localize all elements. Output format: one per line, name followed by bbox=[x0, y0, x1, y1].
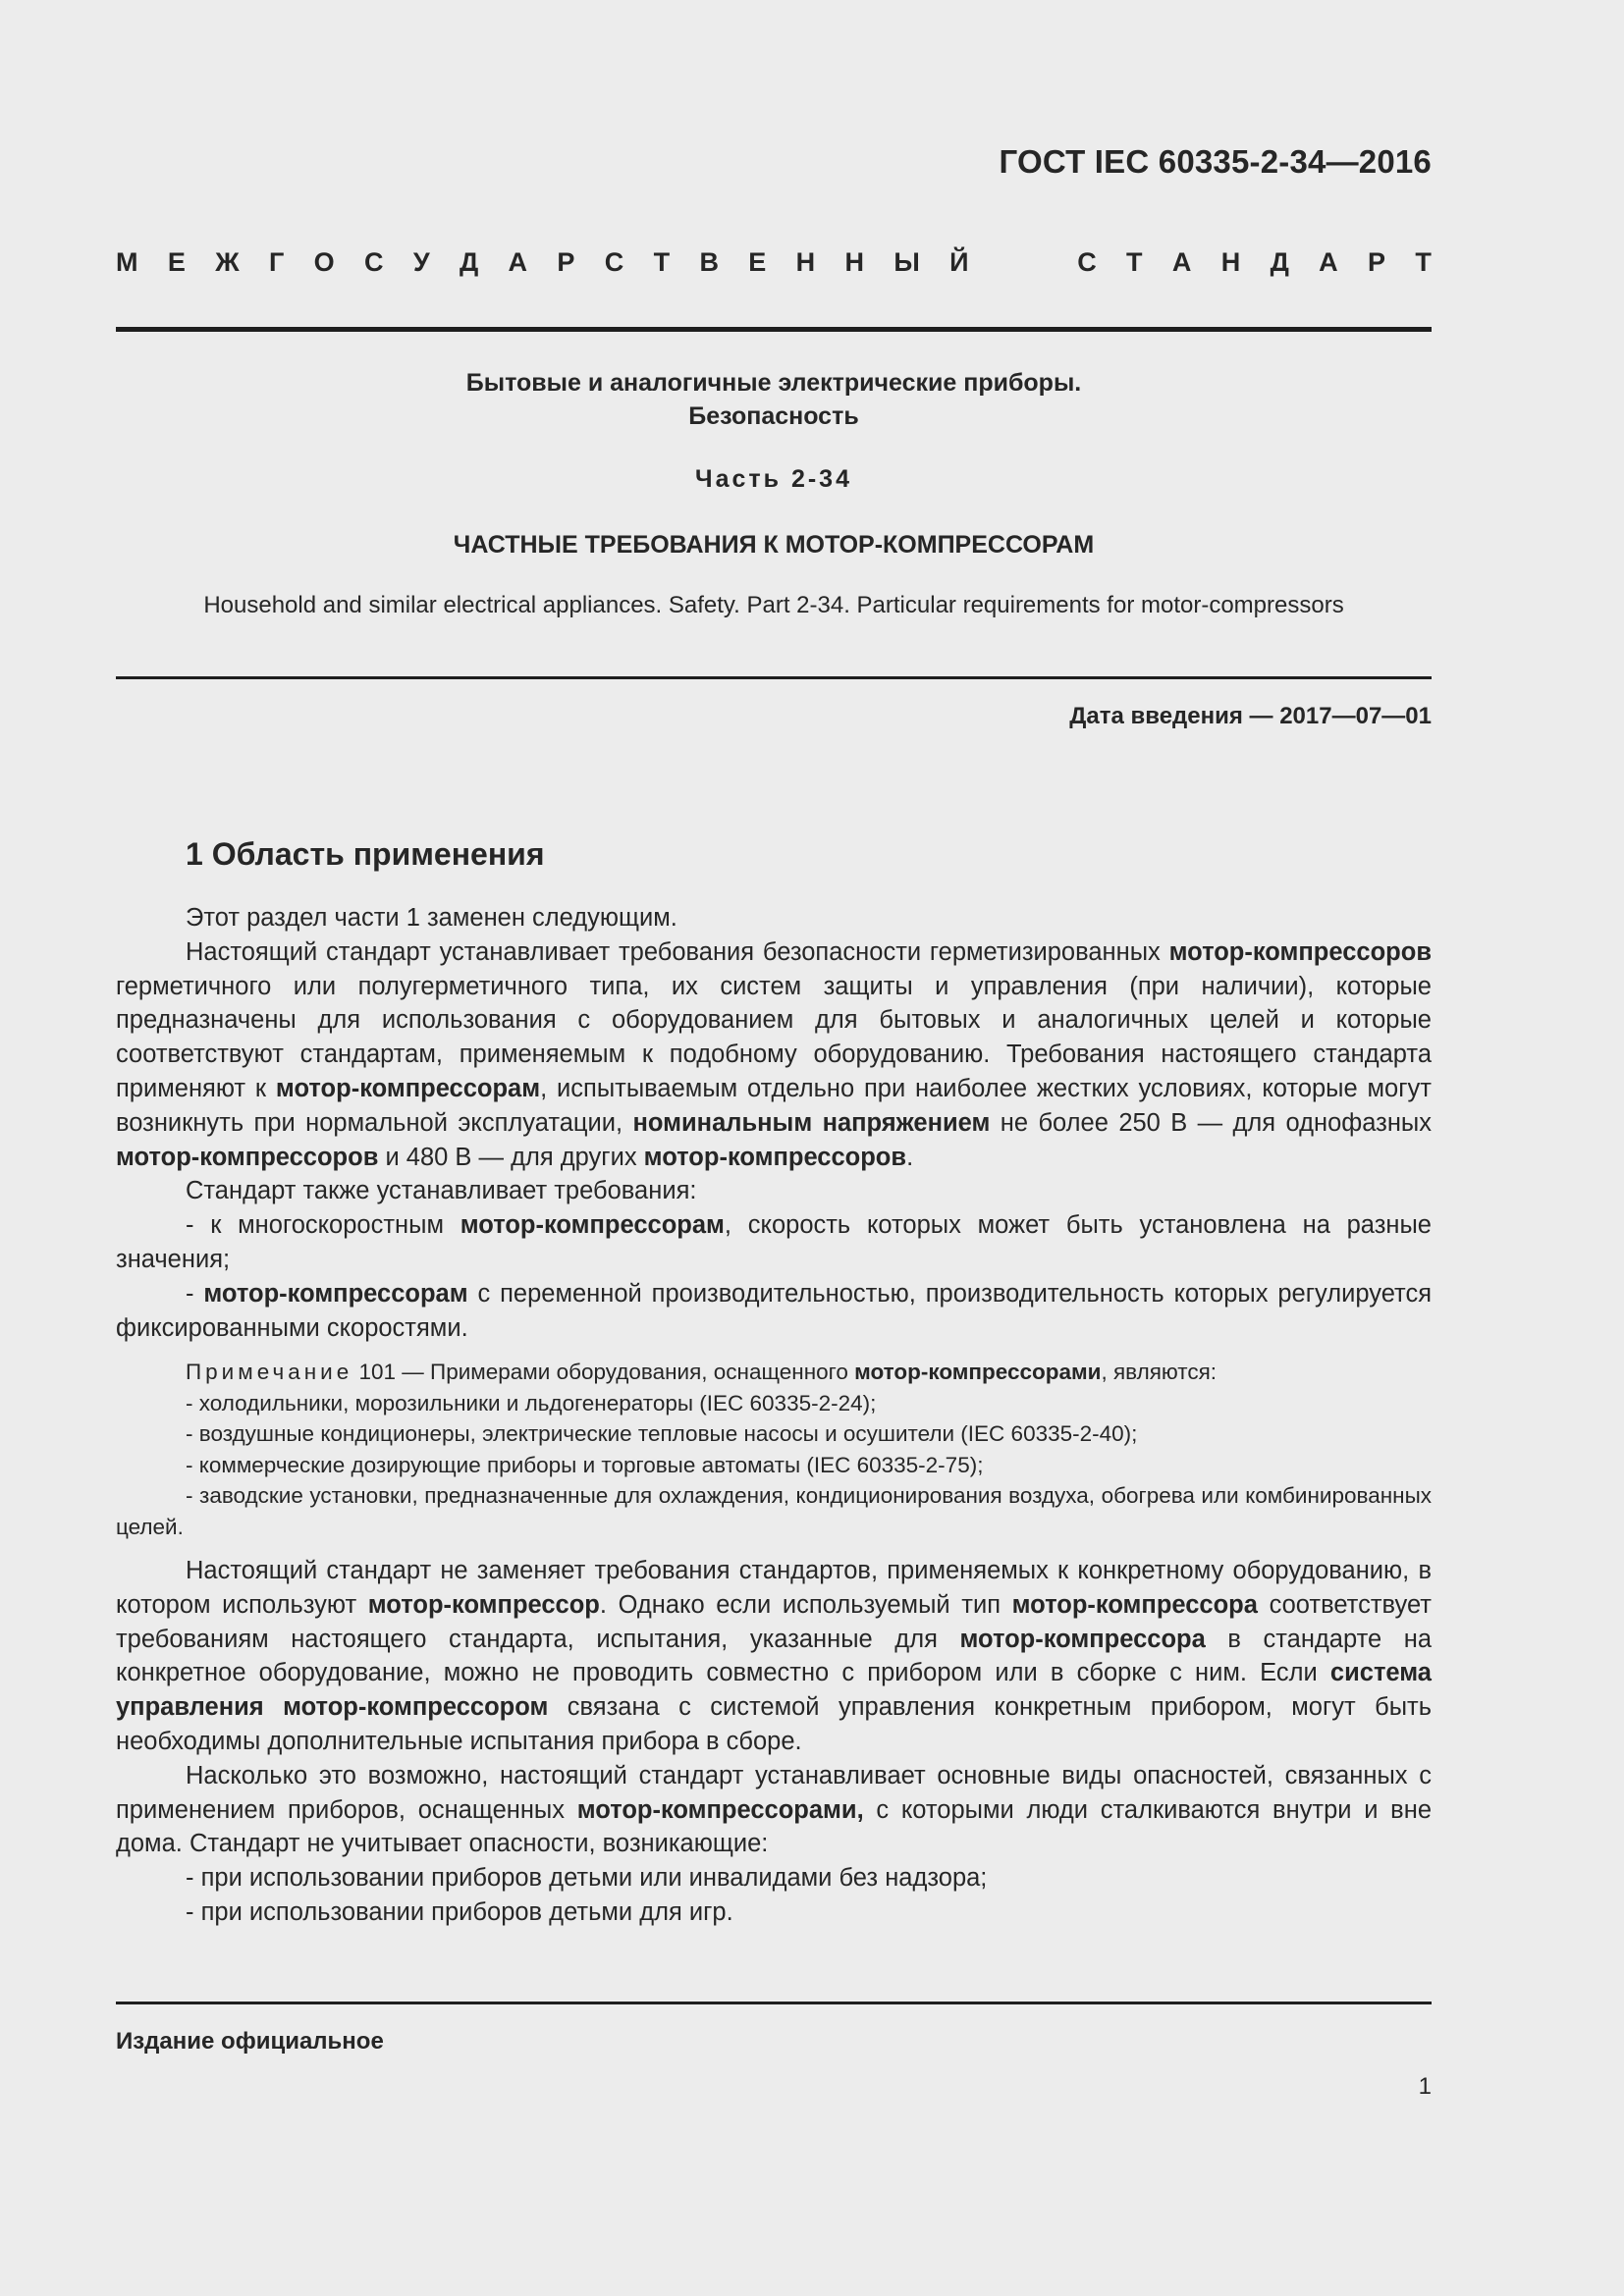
banner-letter: А bbox=[1171, 247, 1192, 277]
title-divider bbox=[116, 676, 1432, 679]
paragraph: Настоящий стандарт устанавливает требования безопасности герметизированных мотор-компрессоров герметичного или полугерметичного типа, их систем защиты и управления (при наличии), которые предназначены для использования с оборудованием для бытовых и аналогичных целей и которые соответствуют стандартам, применяемым к подобному оборудованию. Требования настоящего стандарта применяют к мотор-компрессорам, испытываемым отдельно при наиболее жестких условиях, которые могут возникнуть при нормальной эксплуатации, номинальным напряжением не более 250 В — для однофазных мотор-компрессоров и 480 В — для других мотор-компрессоров. bbox=[116, 937, 1432, 1171]
note-intro: Примечание 101 — Примерами оборудования, оснащенного мотор-компрессорами, являются: bbox=[186, 1360, 1218, 1384]
list-item: - к многоскоростным мотор-компрессорам, скорость которых может быть установлена на разные значения; bbox=[116, 1211, 1432, 1273]
banner-letter: В bbox=[699, 247, 719, 277]
list-item: - при использовании приборов детьми или инвалидами без надзора; bbox=[186, 1864, 988, 1893]
banner-letter: Ж bbox=[215, 247, 240, 277]
banner-letter: Т bbox=[1415, 247, 1432, 277]
banner-letter: А bbox=[1319, 247, 1338, 277]
title-line: Безопасность bbox=[688, 402, 859, 430]
note-item: - заводские установки, предназначенные для охлаждения, кондиционирования воздуха, обогрева или комбинированных целей. bbox=[116, 1483, 1432, 1539]
banner-letter: У bbox=[412, 247, 430, 277]
english-title: Household and similar electrical appliances. Safety. Part 2-34. Particular requirements for motor-compressors bbox=[203, 592, 1344, 618]
banner-letter: Н bbox=[1220, 247, 1241, 277]
banner-letter: Ы bbox=[893, 247, 920, 277]
footer-divider bbox=[116, 2002, 1432, 2004]
page-number: 1 bbox=[1418, 2073, 1432, 2100]
paragraph: Насколько это возможно, настоящий стандарт устанавливает основные виды опасностей, связанных с применением приборов, оснащенных мотор-компрессорами, с которыми люди сталкиваются внутри и вне дома. Стандарт не учитывает опасности, возникающие: bbox=[116, 1761, 1432, 1858]
banner-letter: Е bbox=[748, 247, 767, 277]
document-subtitle: ЧАСТНЫЕ ТРЕБОВАНИЯ К МОТОР-КОМПРЕССОРАМ bbox=[453, 531, 1095, 559]
note-label: Примечание bbox=[186, 1360, 353, 1384]
banner-letter: Д bbox=[1270, 247, 1289, 277]
note-block bbox=[116, 1357, 1432, 1542]
banner-letter: Т bbox=[653, 247, 671, 277]
header-divider bbox=[116, 327, 1432, 332]
banner-letter: С bbox=[363, 247, 384, 277]
banner-letter: Н bbox=[844, 247, 864, 277]
paragraph: Этот раздел части 1 заменен следующим. bbox=[186, 904, 677, 932]
banner-letter: А bbox=[508, 247, 528, 277]
banner-letter: Г bbox=[268, 247, 285, 277]
banner-letter: Т bbox=[1126, 247, 1143, 277]
section-heading: 1 Область применения bbox=[186, 836, 545, 872]
banner-letter: Д bbox=[459, 247, 479, 277]
part-label: Часть 2-34 bbox=[695, 465, 852, 493]
document-title bbox=[116, 366, 1432, 433]
banner-word-gap bbox=[999, 247, 1048, 278]
banner-letter: О bbox=[313, 247, 335, 277]
banner-letter: С bbox=[1077, 247, 1097, 277]
title-line: Бытовые и аналогичные электрические приборы. bbox=[465, 369, 1082, 397]
section-body bbox=[116, 901, 1432, 1345]
banner-letter: С bbox=[604, 247, 624, 277]
standard-code: ГОСТ IEC 60335-2-34—2016 bbox=[999, 143, 1432, 180]
note-item: - воздушные кондиционеры, электрические тепловые насосы и осушители (IEC 60335-2-40); bbox=[186, 1421, 1138, 1446]
banner-letter: М bbox=[116, 247, 138, 277]
official-edition-label: Издание официальное bbox=[116, 2028, 384, 2055]
banner-letter: Й bbox=[949, 247, 969, 277]
banner-letter: Н bbox=[795, 247, 816, 277]
list-item: - при использовании приборов детьми для игр. bbox=[186, 1897, 733, 1926]
interstate-standard-banner bbox=[116, 247, 1432, 278]
banner-letter: Р bbox=[1368, 247, 1386, 277]
section-body-continued bbox=[116, 1554, 1432, 1930]
list-item: - мотор-компрессорам с переменной производительностью, производительность которых регулируется фиксированными скоростями. bbox=[116, 1279, 1433, 1342]
note-item: - коммерческие дозирующие приборы и торговые автоматы (IEC 60335-2-75); bbox=[186, 1452, 984, 1477]
note-item: - холодильники, морозильники и льдогенераторы (IEC 60335-2-24); bbox=[186, 1390, 877, 1415]
introduction-date: Дата введения — 2017—07—01 bbox=[1069, 703, 1432, 729]
banner-letter: Е bbox=[167, 247, 186, 277]
banner-letter: Р bbox=[557, 247, 575, 277]
paragraph: Настоящий стандарт не заменяет требования стандартов, применяемых к конкретному оборудованию, в котором используют мотор-компрессор. Однако если используемый тип мотор-компрессора соответствует требованиям настоящего стандарта, испытания, указанные для мотор-компрессора в стандарте на конкретное оборудование, можно не проводить совместно с прибором или в сборке с ним. Если система управления мотор-компрессором связана с системой управления конкретным прибором, могут быть необходимы дополнительные испытания прибора в сборе. bbox=[116, 1557, 1433, 1755]
paragraph: Стандарт также устанавливает требования: bbox=[186, 1177, 697, 1205]
